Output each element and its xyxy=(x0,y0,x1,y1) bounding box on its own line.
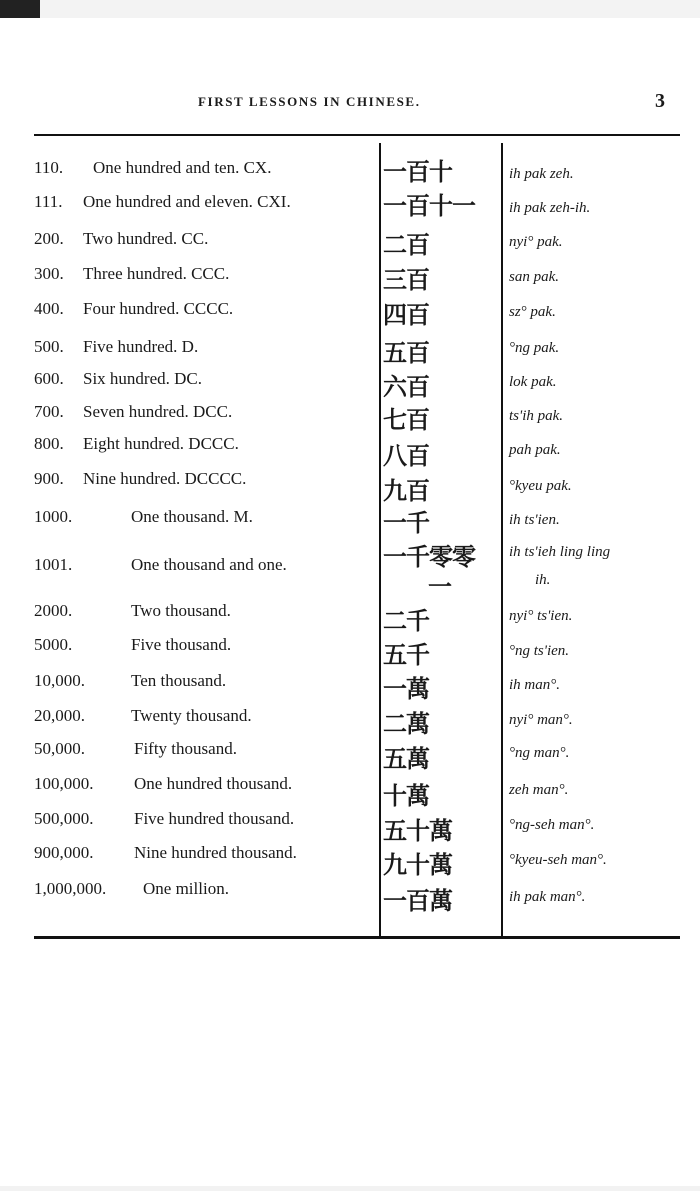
top-rule xyxy=(34,134,680,136)
row-english: Five hundred thousand. xyxy=(134,809,295,828)
row-chinese: 七百 xyxy=(383,406,429,434)
row-romanization: lok pak. xyxy=(509,374,557,390)
row-chinese: 八百 xyxy=(383,442,429,470)
column-divider-right xyxy=(501,143,503,938)
row-romanization: ih ts'ien. xyxy=(509,512,560,528)
row-english: Two hundred. CC. xyxy=(83,229,209,248)
row-number: 500. xyxy=(34,337,64,356)
row-romanization: zeh man°. xyxy=(509,782,569,798)
row-chinese: 五百 xyxy=(383,339,429,367)
row-number: 1000. xyxy=(34,507,73,526)
row-chinese: 五萬 xyxy=(383,745,429,773)
row-number: 700. xyxy=(34,402,64,421)
row-romanization: °kyeu-seh man°. xyxy=(509,852,607,868)
row-number: 600. xyxy=(34,369,64,388)
row-english: Eight hundred. DCCC. xyxy=(83,434,239,453)
row-chinese-continued: 一 xyxy=(428,573,451,601)
row-romanization: ts'ih pak. xyxy=(509,408,564,424)
row-romanization: °ng-seh man°. xyxy=(509,817,595,833)
row-romanization: sz° pak. xyxy=(509,304,556,320)
row-romanization: °ng pak. xyxy=(509,340,560,356)
row-romanization: ih man°. xyxy=(509,677,560,693)
bottom-rule xyxy=(34,936,680,939)
row-romanization: °ng man°. xyxy=(509,745,570,761)
row-chinese: 三百 xyxy=(383,266,429,294)
row-english: Four hundred. CCCC. xyxy=(83,299,234,318)
row-chinese: 十萬 xyxy=(383,782,429,810)
row-chinese: 九十萬 xyxy=(383,851,452,879)
row-number: 1001. xyxy=(34,555,73,574)
row-number: 2000. xyxy=(34,601,73,620)
row-english: One hundred and ten. CX. xyxy=(93,158,272,177)
row-english: Two thousand. xyxy=(131,601,231,620)
row-number: 100,000. xyxy=(34,774,94,793)
row-chinese: 六百 xyxy=(383,373,429,401)
row-romanization: ih ts'ieh ling ling xyxy=(509,544,611,560)
row-english: Ten thousand. xyxy=(131,671,227,690)
bottom-bar xyxy=(0,1186,700,1191)
row-english: One hundred thousand. xyxy=(134,774,293,793)
row-chinese: 二百 xyxy=(383,231,429,259)
row-english: Seven hundred. DCC. xyxy=(83,402,233,421)
row-english: Six hundred. DC. xyxy=(83,369,202,388)
row-romanization: ih pak man°. xyxy=(509,889,586,905)
row-romanization: ih pak zeh. xyxy=(509,166,574,182)
top-status-bar xyxy=(0,0,700,18)
row-english: Five hundred. D. xyxy=(83,337,199,356)
corner-block xyxy=(0,0,40,18)
row-number: 50,000. xyxy=(34,739,85,758)
row-number: 500,000. xyxy=(34,809,94,828)
row-number: 10,000. xyxy=(34,671,85,690)
row-number: 111. xyxy=(34,192,63,211)
row-number: 1,000,000. xyxy=(34,879,107,898)
row-english: Nine hundred. DCCCC. xyxy=(83,469,247,488)
row-romanization: nyi° ts'ien. xyxy=(509,608,573,624)
row-english: Fifty thousand. xyxy=(134,739,237,758)
row-chinese: 一百萬 xyxy=(383,887,452,915)
running-title: FIRST LESSONS IN CHINESE. xyxy=(198,94,421,109)
row-romanization: san pak. xyxy=(509,269,559,285)
row-chinese: 一千 xyxy=(383,509,429,537)
row-english: One thousand and one. xyxy=(131,555,287,574)
row-number: 20,000. xyxy=(34,706,85,725)
row-english: One thousand. M. xyxy=(131,507,253,526)
column-divider-left xyxy=(379,143,381,938)
row-chinese: 二萬 xyxy=(383,710,429,738)
row-number: 800. xyxy=(34,434,64,453)
row-english: One hundred and eleven. CXI. xyxy=(83,192,291,211)
row-number: 300. xyxy=(34,264,64,283)
row-romanization: °ng ts'ien. xyxy=(509,643,570,659)
row-number: 5000. xyxy=(34,635,73,654)
row-english: Five thousand. xyxy=(131,635,232,654)
row-romanization: ih pak zeh-ih. xyxy=(509,200,591,216)
row-number: 110. xyxy=(34,158,64,177)
row-chinese: 四百 xyxy=(383,301,429,329)
row-romanization: nyi° man°. xyxy=(509,712,573,728)
page-header xyxy=(0,90,700,118)
row-chinese: 九百 xyxy=(383,477,429,505)
row-english: Three hundred. CCC. xyxy=(83,264,230,283)
row-romanization: °kyeu pak. xyxy=(509,478,572,494)
row-romanization: nyi° pak. xyxy=(509,234,563,250)
row-english: Nine hundred thousand. xyxy=(134,843,297,862)
row-english: One million. xyxy=(143,879,229,898)
row-chinese: 一百十 xyxy=(383,158,452,186)
row-chinese: 一萬 xyxy=(383,675,429,703)
row-number: 400. xyxy=(34,299,64,318)
row-chinese: 一千零零 xyxy=(383,543,475,571)
row-number: 900. xyxy=(34,469,64,488)
row-chinese: 二千 xyxy=(383,607,429,635)
row-english: Twenty thousand. xyxy=(131,706,252,725)
row-chinese: 五千 xyxy=(383,641,429,669)
row-chinese: 一百十一 xyxy=(383,192,475,220)
row-number: 900,000. xyxy=(34,843,94,862)
row-romanization: pah pak. xyxy=(509,442,561,458)
page-number: 3 xyxy=(655,90,665,112)
row-number: 200. xyxy=(34,229,64,248)
row-romanization-continued: ih. xyxy=(535,572,551,588)
row-chinese: 五十萬 xyxy=(383,817,452,845)
